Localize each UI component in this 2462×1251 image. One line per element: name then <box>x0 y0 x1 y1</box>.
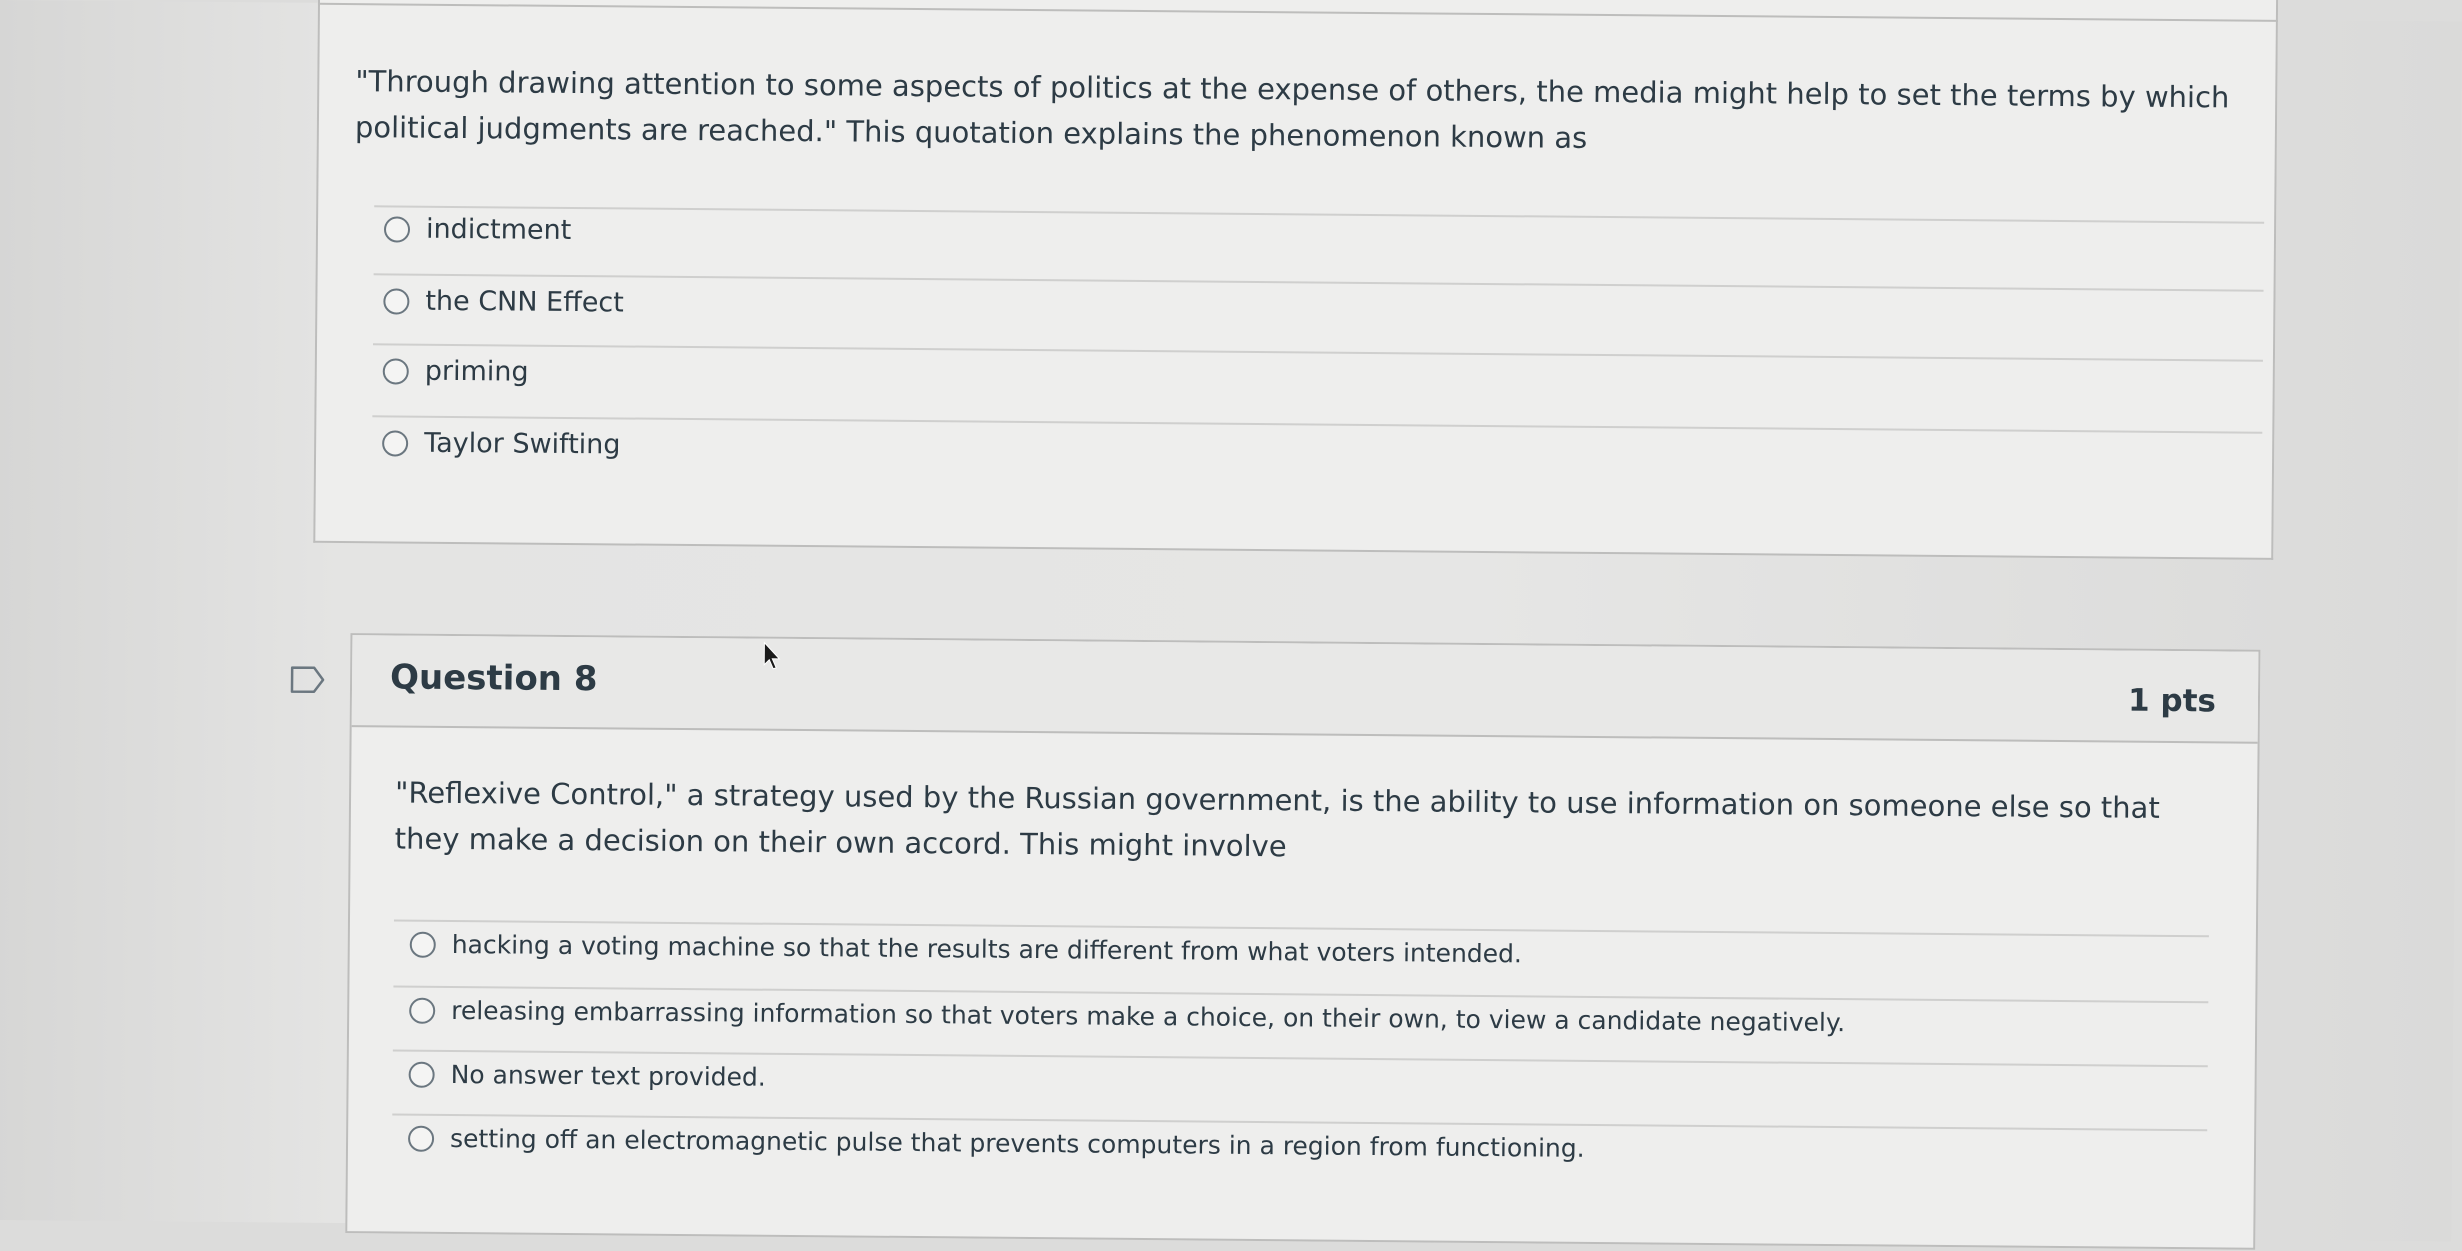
answer-divider <box>373 343 2263 361</box>
card-top-border <box>318 3 2278 22</box>
question-header <box>352 635 2259 744</box>
radio-button[interactable] <box>384 216 410 242</box>
answer-divider <box>372 415 2262 433</box>
question-8-card <box>345 633 2260 1250</box>
answer-option-priming[interactable] <box>383 355 529 387</box>
answer-label: indictment <box>425 213 572 246</box>
answer-divider <box>374 273 2264 291</box>
radio-button[interactable] <box>383 358 409 384</box>
answer-label: releasing embarrassing information so that voters make a choice, on their own, to view a candidate negatively. <box>451 995 1846 1038</box>
answer-option-hacking[interactable] <box>410 930 1522 969</box>
answer-label: hacking a voting machine so that the results are different from what voters intended. <box>451 929 1523 969</box>
radio-button[interactable] <box>382 430 408 456</box>
answer-option-no-text[interactable] <box>409 1060 766 1092</box>
answer-label: the CNN Effect <box>425 285 624 319</box>
answer-label: priming <box>424 355 529 388</box>
mouse-pointer-icon <box>762 641 782 671</box>
flag-outline-icon[interactable] <box>290 665 326 695</box>
radio-button[interactable] <box>409 1061 435 1087</box>
answer-label: No answer text provided. <box>450 1059 766 1092</box>
radio-button[interactable] <box>408 1125 434 1151</box>
answer-option-emp[interactable] <box>408 1124 1585 1163</box>
answer-label: Taylor Swifting <box>424 427 621 461</box>
radio-button[interactable] <box>410 931 436 957</box>
question-7-card <box>313 0 2278 560</box>
answer-option-taylor-swifting[interactable] <box>382 427 621 460</box>
answer-label: setting off an electromagnetic pulse that prevents computers in a region from functioning. <box>449 1123 1585 1163</box>
answer-option-cnn-effect[interactable] <box>383 285 624 318</box>
radio-button[interactable] <box>383 288 409 314</box>
answer-option-indictment[interactable] <box>384 213 572 246</box>
question-7-text: "Through drawing attention to some aspects of politics at the expense of others, the media might help to set the terms by which political judgments are reached." This quotation explains the phenomenon known as <box>354 64 2230 155</box>
radio-button[interactable] <box>409 997 435 1023</box>
question-points: 1 pts <box>2127 682 2217 720</box>
question-title: Question 8 <box>389 657 598 700</box>
answer-option-releasing[interactable] <box>409 996 1845 1038</box>
answer-divider <box>374 205 2264 223</box>
question-8-text: "Reflexive Control," a strategy used by the Russian government, is the ability to use information on someone else so that they make a decision on their own accord. This might involve <box>394 775 2160 864</box>
